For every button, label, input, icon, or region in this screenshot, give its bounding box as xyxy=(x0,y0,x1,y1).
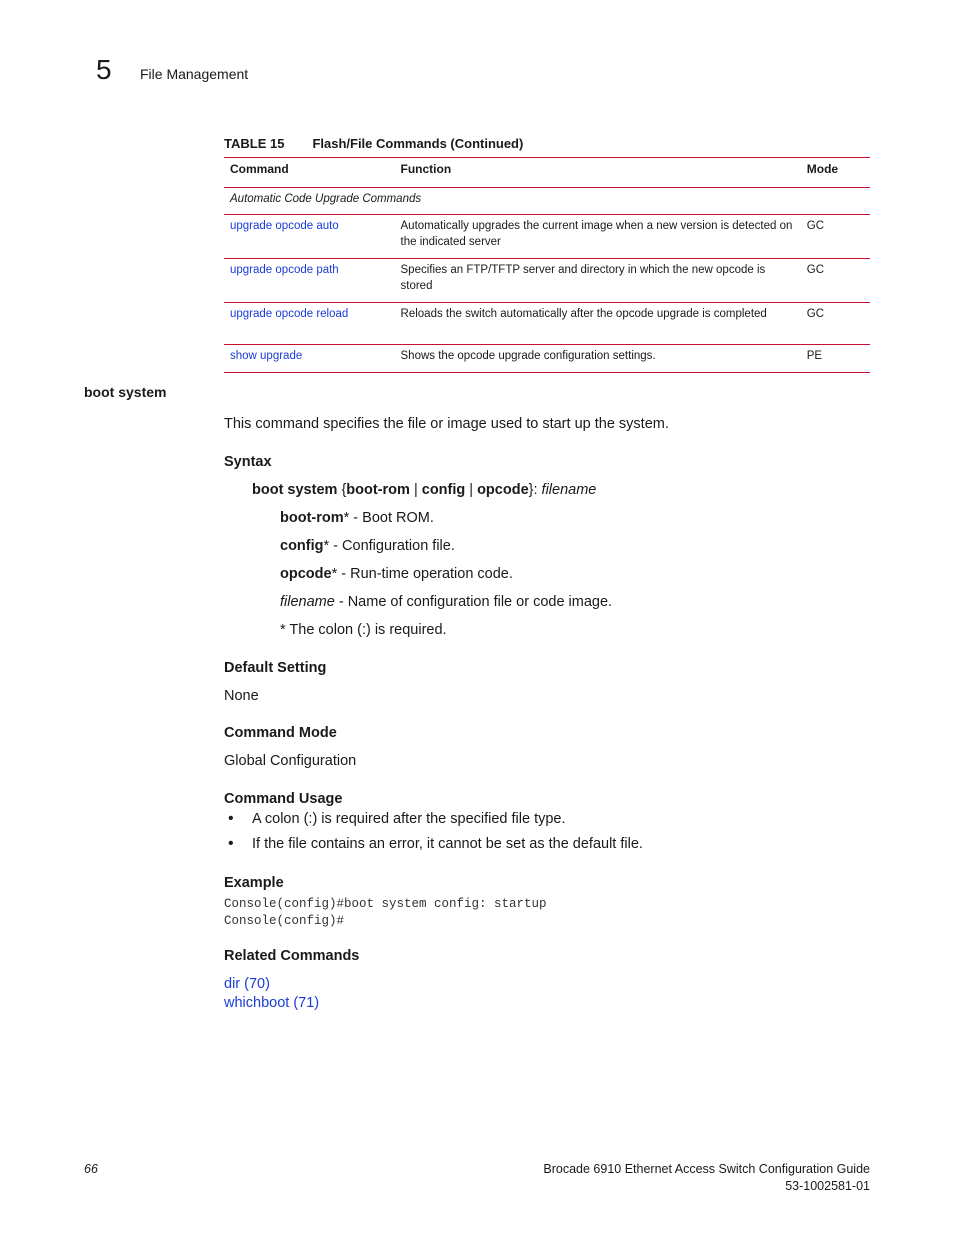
table-group-row xyxy=(224,188,870,215)
related-link-whichboot[interactable]: whichboot (71) xyxy=(224,995,320,1011)
syntax-option: opcode xyxy=(477,482,529,498)
doc-title: Brocade 6910 Ethernet Access Switch Configuration Guide xyxy=(543,1162,870,1176)
param-name: opcode xyxy=(280,566,332,582)
function-cell: Specifies an FTP/TFTP server and directory in which the new opcode is stored xyxy=(395,259,801,303)
table-title: Flash/File Commands (Continued) xyxy=(312,136,524,151)
column-header-mode: Mode xyxy=(801,158,870,188)
table-row xyxy=(224,303,870,345)
syntax-brace-open: { xyxy=(337,482,347,498)
syntax-line xyxy=(252,482,596,498)
table-caption xyxy=(224,136,523,151)
param-config xyxy=(280,538,455,554)
command-usage-heading: Command Usage xyxy=(224,791,343,807)
param-filename xyxy=(280,594,612,610)
section-description: This command specifies the file or image used to start up the system. xyxy=(224,416,669,432)
chapter-number: 5 xyxy=(96,54,112,85)
mode-cell: GC xyxy=(801,259,870,303)
related-commands-heading: Related Commands xyxy=(224,948,360,964)
param-desc: * - Boot ROM. xyxy=(343,510,434,526)
chapter-title: File Management xyxy=(140,66,249,82)
table-row xyxy=(224,345,870,373)
syntax-brace-close: }: xyxy=(528,482,542,498)
flash-file-commands-table xyxy=(224,157,870,373)
column-header-command: Command xyxy=(224,158,395,188)
default-setting-heading: Default Setting xyxy=(224,660,327,676)
syntax-argument: filename xyxy=(541,482,597,498)
command-usage-list xyxy=(224,811,643,861)
syntax-separator: | xyxy=(465,482,478,498)
function-cell: Automatically upgrades the current image when a new version is detected on the indicated server xyxy=(395,215,801,259)
syntax-note: * The colon (:) is required. xyxy=(280,622,447,638)
param-name: filename xyxy=(280,594,335,610)
syntax-command: boot system xyxy=(252,482,338,498)
command-mode-heading: Command Mode xyxy=(224,725,337,741)
param-desc: - Name of configuration file or code image. xyxy=(334,594,613,610)
table-row xyxy=(224,259,870,303)
example-heading: Example xyxy=(224,875,284,891)
column-header-function: Function xyxy=(395,158,801,188)
example-code: Console(config)#boot system config: startup Console(config)# xyxy=(224,897,547,928)
command-link[interactable]: upgrade opcode path xyxy=(230,264,339,276)
command-link[interactable]: upgrade opcode reload xyxy=(230,308,349,320)
param-opcode xyxy=(280,566,513,582)
command-mode-value: Global Configuration xyxy=(224,753,357,769)
param-desc: * - Run-time operation code. xyxy=(331,566,513,582)
command-link[interactable]: upgrade opcode auto xyxy=(230,220,339,232)
list-item: • If the file contains an error, it cannot be set as the default file. xyxy=(224,836,643,861)
mode-cell: PE xyxy=(801,345,870,373)
param-name: boot-rom xyxy=(280,510,344,526)
syntax-separator: | xyxy=(409,482,422,498)
syntax-option: boot-rom xyxy=(346,482,410,498)
syntax-option: config xyxy=(421,482,466,498)
mode-cell: GC xyxy=(801,215,870,259)
mode-cell: GC xyxy=(801,303,870,345)
syntax-heading: Syntax xyxy=(224,454,272,470)
page-number: 66 xyxy=(84,1162,98,1176)
default-setting-value: None xyxy=(224,688,259,704)
param-name: config xyxy=(280,538,324,554)
related-link-dir[interactable]: dir (70) xyxy=(224,976,270,992)
group-label: Automatic Code Upgrade Commands xyxy=(224,188,870,215)
param-desc: * - Configuration file. xyxy=(323,538,455,554)
doc-number: 53-1002581-01 xyxy=(785,1179,870,1193)
table-label: TABLE 15 xyxy=(224,136,285,151)
param-boot-rom xyxy=(280,510,434,526)
command-link[interactable]: show upgrade xyxy=(230,350,303,362)
function-cell: Reloads the switch automatically after the opcode upgrade is completed xyxy=(395,303,801,345)
table-row xyxy=(224,215,870,259)
section-heading: boot system xyxy=(84,384,167,400)
list-item: • A colon (:) is required after the specified file type. xyxy=(224,811,643,836)
function-cell: Shows the opcode upgrade configuration settings. xyxy=(395,345,801,373)
